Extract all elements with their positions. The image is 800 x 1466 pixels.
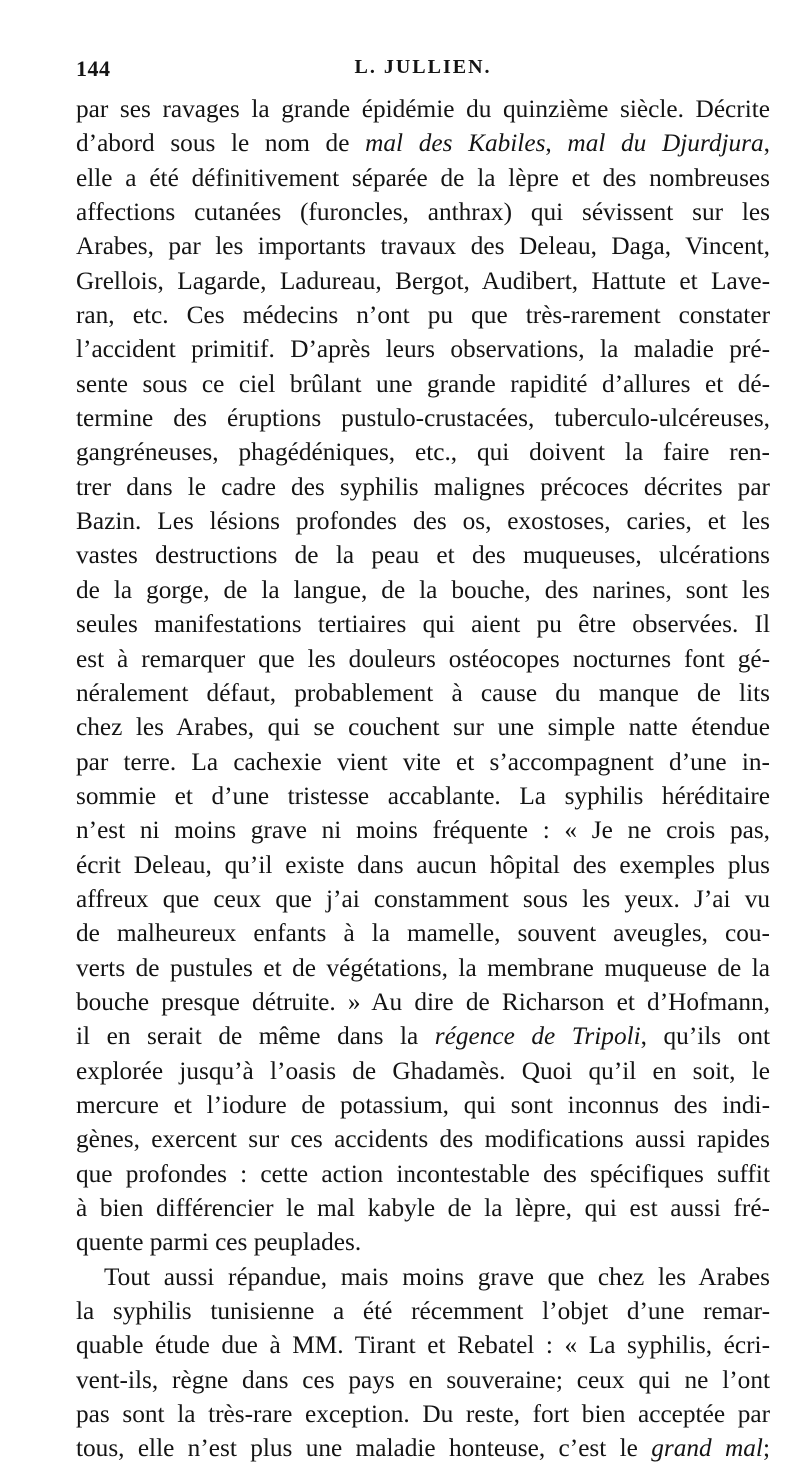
text-line: la syphilis tunisienne a été récemment l’objet d’une remar- xyxy=(76,1297,770,1326)
text-line: vastes destructions de la peau et des muqueuses, ulcérations xyxy=(76,541,770,570)
text-line: mercure et l’iodure de potassium, qui sont inconnus des indi- xyxy=(76,1090,770,1119)
text-line: de la gorge, de la langue, de la bouche, des narines, sont les xyxy=(76,575,770,604)
page-header xyxy=(76,56,770,86)
text-line: affreux que ceux que j’ai constamment sous les yeux. J’ai vu xyxy=(76,884,770,913)
text-line: seules manifestations tertiaires qui aient pu être observées. Il xyxy=(76,610,770,639)
text-line: explorée jusqu’à l’oasis de Ghadamès. Quoi qu’il en soit, le xyxy=(76,1056,770,1085)
text-line: l’accident primitif. D’après leurs observations, la maladie pré- xyxy=(76,335,770,364)
text-line: d’abord sous le nom de mal des Kabiles, mal du Djurdjura, xyxy=(76,129,770,158)
text-line: à bien différencier le mal kabyle de la lèpre, qui est aussi fré- xyxy=(76,1194,770,1222)
text-line: termine des éruptions pustulo-crustacées, tuberculo-ulcéreuses, xyxy=(76,404,770,433)
text-line: elle a été définitivement séparée de la lèpre et des nombreuses xyxy=(76,163,770,192)
text-line: affections cutanées (furoncles, anthrax) qui sévissent sur les xyxy=(76,198,770,227)
text-line: il en serait de même dans la régence de Tripoli, qu’ils ont xyxy=(76,1022,770,1051)
text-line: sente sous ce ciel brûlant une grande rapidité d’allures et dé- xyxy=(76,369,770,398)
paragraph-end-line: quente parmi ces peuplades. xyxy=(76,1228,362,1257)
running-head: L. JULLIEN. xyxy=(354,56,492,78)
text-line: sommie et d’une tristesse accablante. La syphilis héréditaire xyxy=(76,781,770,810)
text-line: pas sont la très-rare exception. Du reste, fort bien acceptée par xyxy=(76,1400,770,1429)
italic-term: régence de Tripoli xyxy=(434,1022,641,1051)
text-line: gangréneuses, phagédéniques, etc., qui doivent la faire ren- xyxy=(76,438,770,467)
text-line: trer dans le cadre des syphilis malignes précoces décrites par xyxy=(76,472,770,501)
text-line: que profondes : cette action incontestable des spécifiques suffit xyxy=(76,1159,770,1188)
paragraph-start-line: Tout aussi répandue, mais moins grave que chez les Arabes xyxy=(104,1262,770,1291)
text-line: néralement défaut, probablement à cause du manque de lits xyxy=(76,678,770,707)
text-line: gènes, exercent sur ces accidents des modifications aussi rapides xyxy=(76,1125,770,1154)
text-line: ran, etc. Ces médecins n’ont pu que très-rarement constater xyxy=(76,301,770,330)
text-line: Arabes, par les importants travaux des Deleau, Daga, Vincent, xyxy=(76,232,770,261)
text-line: vent-ils, règne dans ces pays en souveraine; ceux qui ne l’ont xyxy=(76,1365,770,1394)
page-number: 144 xyxy=(76,56,111,81)
text-line: bouche presque détruite. » Au dire de Richarson et d’Hofmann, xyxy=(76,987,770,1016)
italic-term: grand mal xyxy=(651,1434,763,1463)
text-line: quable étude due à MM. Tirant et Rebatel : « La syphilis, écri- xyxy=(76,1331,770,1360)
text-line: par ses ravages la grande épidémie du quinzième siècle. Décrite xyxy=(76,95,770,123)
text-line: Grellois, Lagarde, Ladureau, Bergot, Audibert, Hattute et Lave- xyxy=(76,266,770,295)
body-text xyxy=(76,92,770,1466)
text-line: verts de pustules et de végétations, la membrane muqueuse de la xyxy=(76,953,770,982)
text-line: n’est ni moins grave ni moins fréquente : « Je ne crois pas, xyxy=(76,816,770,845)
italic-term: mal du Djurdjura xyxy=(567,129,764,158)
italic-term: mal des Kabiles xyxy=(365,129,546,158)
text-line: chez les Arabes, qui se couchent sur une simple natte étendue xyxy=(76,713,770,742)
text-line: tous, elle n’est plus une maladie honteuse, c’est le grand mal; xyxy=(76,1434,770,1463)
text-line: par terre. La cachexie vient vite et s’accompagnent d’une in- xyxy=(76,747,770,776)
text-line: de malheureux enfants à la mamelle, souvent aveugles, cou- xyxy=(76,919,770,948)
text-line: est à remarquer que les douleurs ostéocopes nocturnes font gé- xyxy=(76,644,770,673)
text-line: Bazin. Les lésions profondes des os, exostoses, caries, et les xyxy=(76,507,770,536)
text-line: écrit Deleau, qu’il existe dans aucun hôpital des exemples plus xyxy=(76,850,770,879)
